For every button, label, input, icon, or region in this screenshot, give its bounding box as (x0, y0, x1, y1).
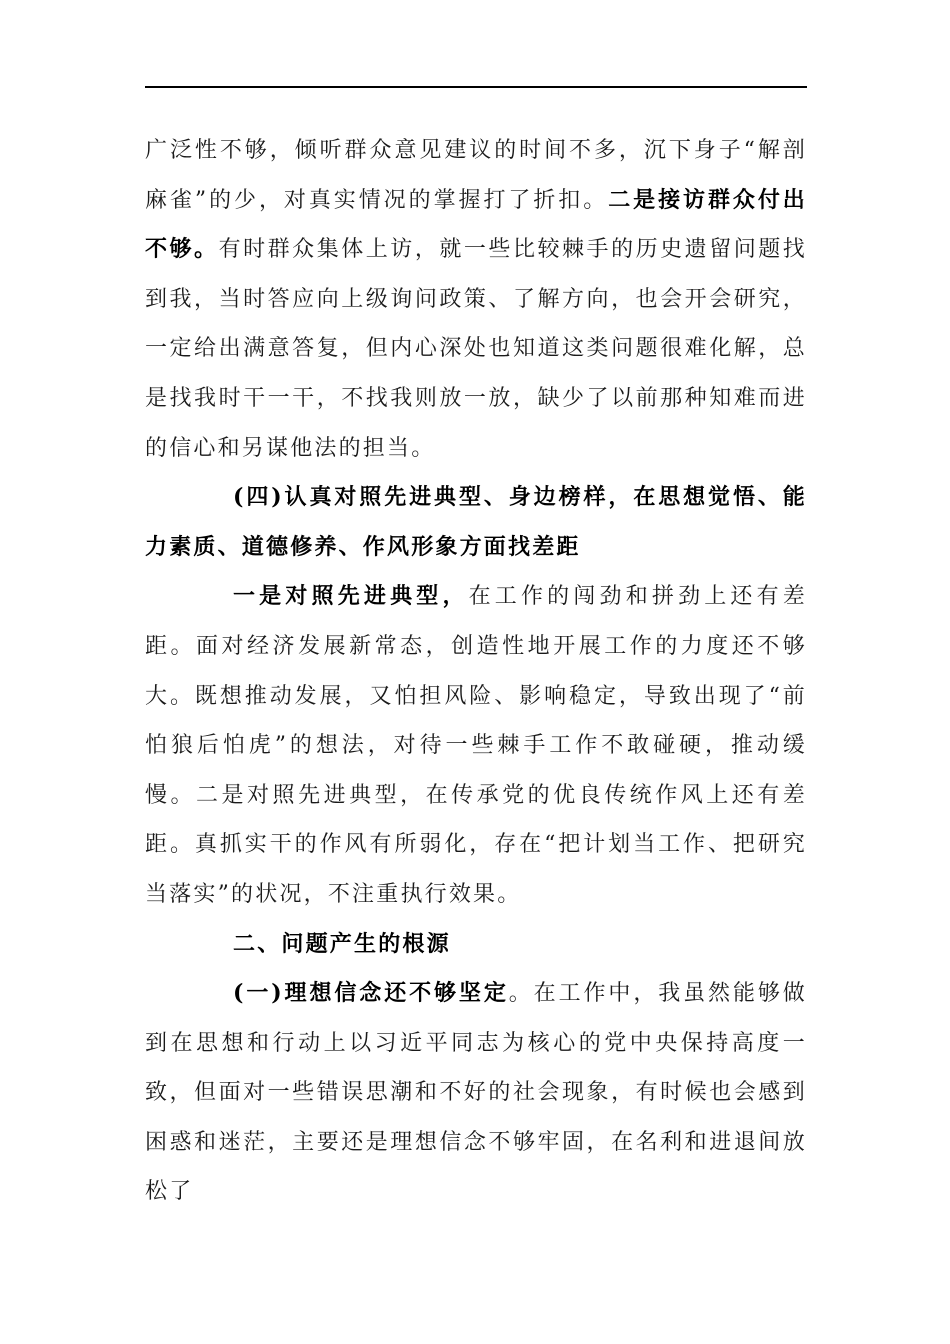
bold-heading-run: (一)理想信念还不够坚定 (233, 980, 509, 1007)
text-run: 广泛性不够，倾听群众意见建议的时间不多，沉下身子“解剖麻雀”的少，对真实情况的掌握打了折扣。 (145, 138, 807, 213)
paragraph-continuation (145, 126, 807, 473)
header-rule (145, 86, 807, 88)
bold-heading-run: 一是对照先进典型， (233, 583, 469, 610)
document-body (145, 126, 807, 1217)
text-run: 在工作的闯劲和拼劲上还有差距。面对经济发展新常态，创造性地开展工作的力度还不够大。既想推动发展，又怕担风险、影响稳定，导致出现了“前怕狼后怕虎”的想法，对待一些棘手工作不敢碰硬，推动缓慢。二是对照先进典型，在传承党的优良传统作风上还有差距。真抓实干的作风有所弱化，存在“把计划当工作、把研究当落实”的状况，不注重执行效果。 (145, 584, 807, 907)
bold-heading-run: 二是接访群众付出不够。 (145, 186, 807, 263)
text-run: 有时群众集体上访，就一些比较棘手的历史遗留问题找到我，当时答应向上级询问政策、了解方向，也会开会研究，一定给出满意答复，但内心深处也知道这类问题很难化解，总是找我时干一干，不找我则放一放，缺少了以前那种知难而进的信心和另谋他法的担当。 (145, 237, 807, 461)
text-run: 。在工作中，我虽然能够做到在思想和行动上以习近平同志为核心的党中央保持高度一致，但面对一些错误思潮和不好的社会现象，有时候也会感到困惑和迷茫，主要还是理想信念不够牢固，在名利和进退间放松了 (145, 981, 807, 1205)
section-heading-four (145, 473, 807, 572)
paragraph-advanced-models (145, 572, 807, 919)
bold-heading-run: 二、问题产生的根源 (233, 930, 451, 957)
section-heading-two (145, 920, 807, 970)
paragraph-ideals (145, 969, 807, 1217)
bold-heading-run: (四)认真对照先进典型、身边榜样，在思想觉悟、能力素质、道德修养、作风形象方面找差距 (145, 484, 807, 560)
